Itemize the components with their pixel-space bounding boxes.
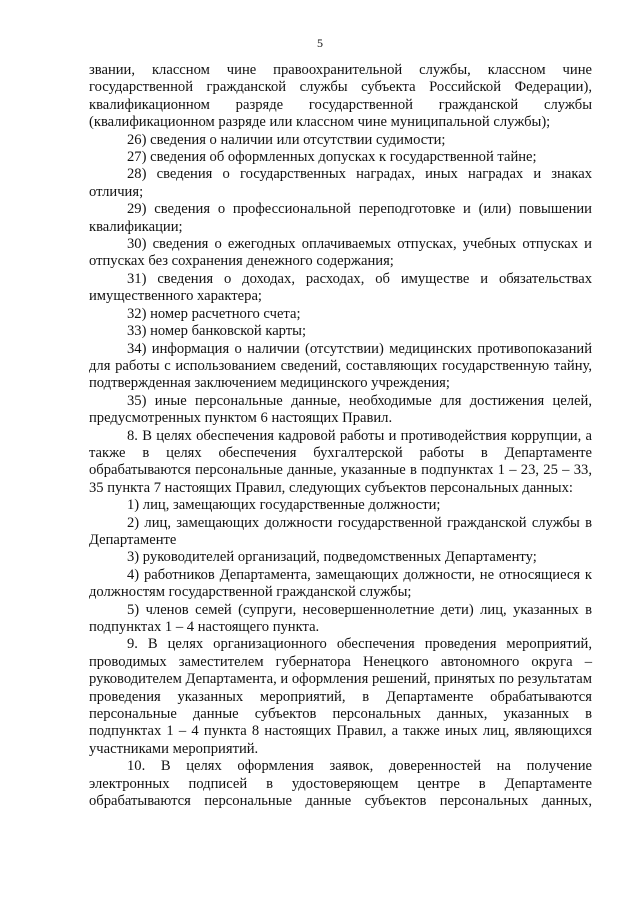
paragraph: 5) членов семей (супруги, несовершеннолетние дети) лиц, указанных в подпунктах 1 – 4 настоящего пункта. — [89, 601, 592, 635]
paragraph: 34) информация о наличии (отсутствии) медицинских противопоказаний для работы с использованием сведений, составляющих государственную тайну, подтвержденная заключением медицинского учреждения; — [89, 340, 592, 392]
paragraph: 9. В целях организационного обеспечения проведения мероприятий, проводимых заместителем губернатора Ненецкого автономного округа – руководителем Департамента, и оформления решений, принятых по результатам проведения указанных мероприятий, в Департаменте обрабатываются персональные данные субъектов персональных данных, указанных в подпунктах 1 – 4 пункта 8 настоящих Правил, а также иных лиц, являющихся участниками мероприятий. — [89, 636, 592, 757]
paragraph: 2) лиц, замещающих должности государственной гражданской службы в Департаменте — [89, 514, 592, 548]
paragraph: 3) руководителей организаций, подведомственных Департаменту; — [127, 549, 537, 566]
paragraph: 31) сведения о доходах, расходах, об имуществе и обязательствах имущественного характера; — [89, 270, 592, 305]
paragraph: 33) номер банковской карты; — [127, 323, 307, 340]
paragraph: 4) работников Департамента, замещающих должности, не относящиеся к должностям государственной гражданской службы; — [89, 566, 592, 601]
paragraph: 29) сведения о профессиональной переподготовке и (или) повышении квалификации; — [89, 201, 592, 235]
paragraph: 10. В целях оформления заявок, доверенностей на получение электронных подписей в удостоверяющем центре в Департаменте обрабатываются персональные данные субъектов персональных данных, — [89, 758, 592, 810]
paragraph: 8. В целях обеспечения кадровой работы и противодействия коррупции, а также в целях обеспечения бухгалтерской работы в Департаменте обрабатываются персональные данные, указанные в подпунктах 1 – 23, 25 – 33, 35 пункта 7 настоящих Правил, следующих субъектов персональных данных: — [89, 427, 592, 496]
paragraph: 32) номер расчетного счета; — [127, 305, 301, 322]
document-body — [89, 62, 592, 810]
paragraph: 26) сведения о наличии или отсутствии судимости; — [127, 131, 446, 148]
paragraph: звании, классном чине правоохранительной службы, классном чине государственной гражданской службы субъекта Российской Федерации), квалификационном разряде государственной гражданской службы (квалификационном разряде или классном чине муниципальной службы); — [89, 62, 592, 131]
paragraph: 1) лиц, замещающих государственные должности; — [127, 497, 441, 514]
paragraph: 30) сведения о ежегодных оплачиваемых отпусках, учебных отпусках и отпусках без сохранения денежного содержания; — [89, 236, 592, 270]
paragraph: 35) иные персональные данные, необходимые для достижения целей, предусмотренных пунктом 6 настоящих Правил. — [89, 392, 592, 427]
paragraph: 27) сведения об оформленных допусках к государственной тайне; — [127, 149, 537, 166]
paragraph: 28) сведения о государственных наградах, иных наградах и знаках отличия; — [89, 166, 592, 200]
page-number: 5 — [317, 36, 323, 50]
